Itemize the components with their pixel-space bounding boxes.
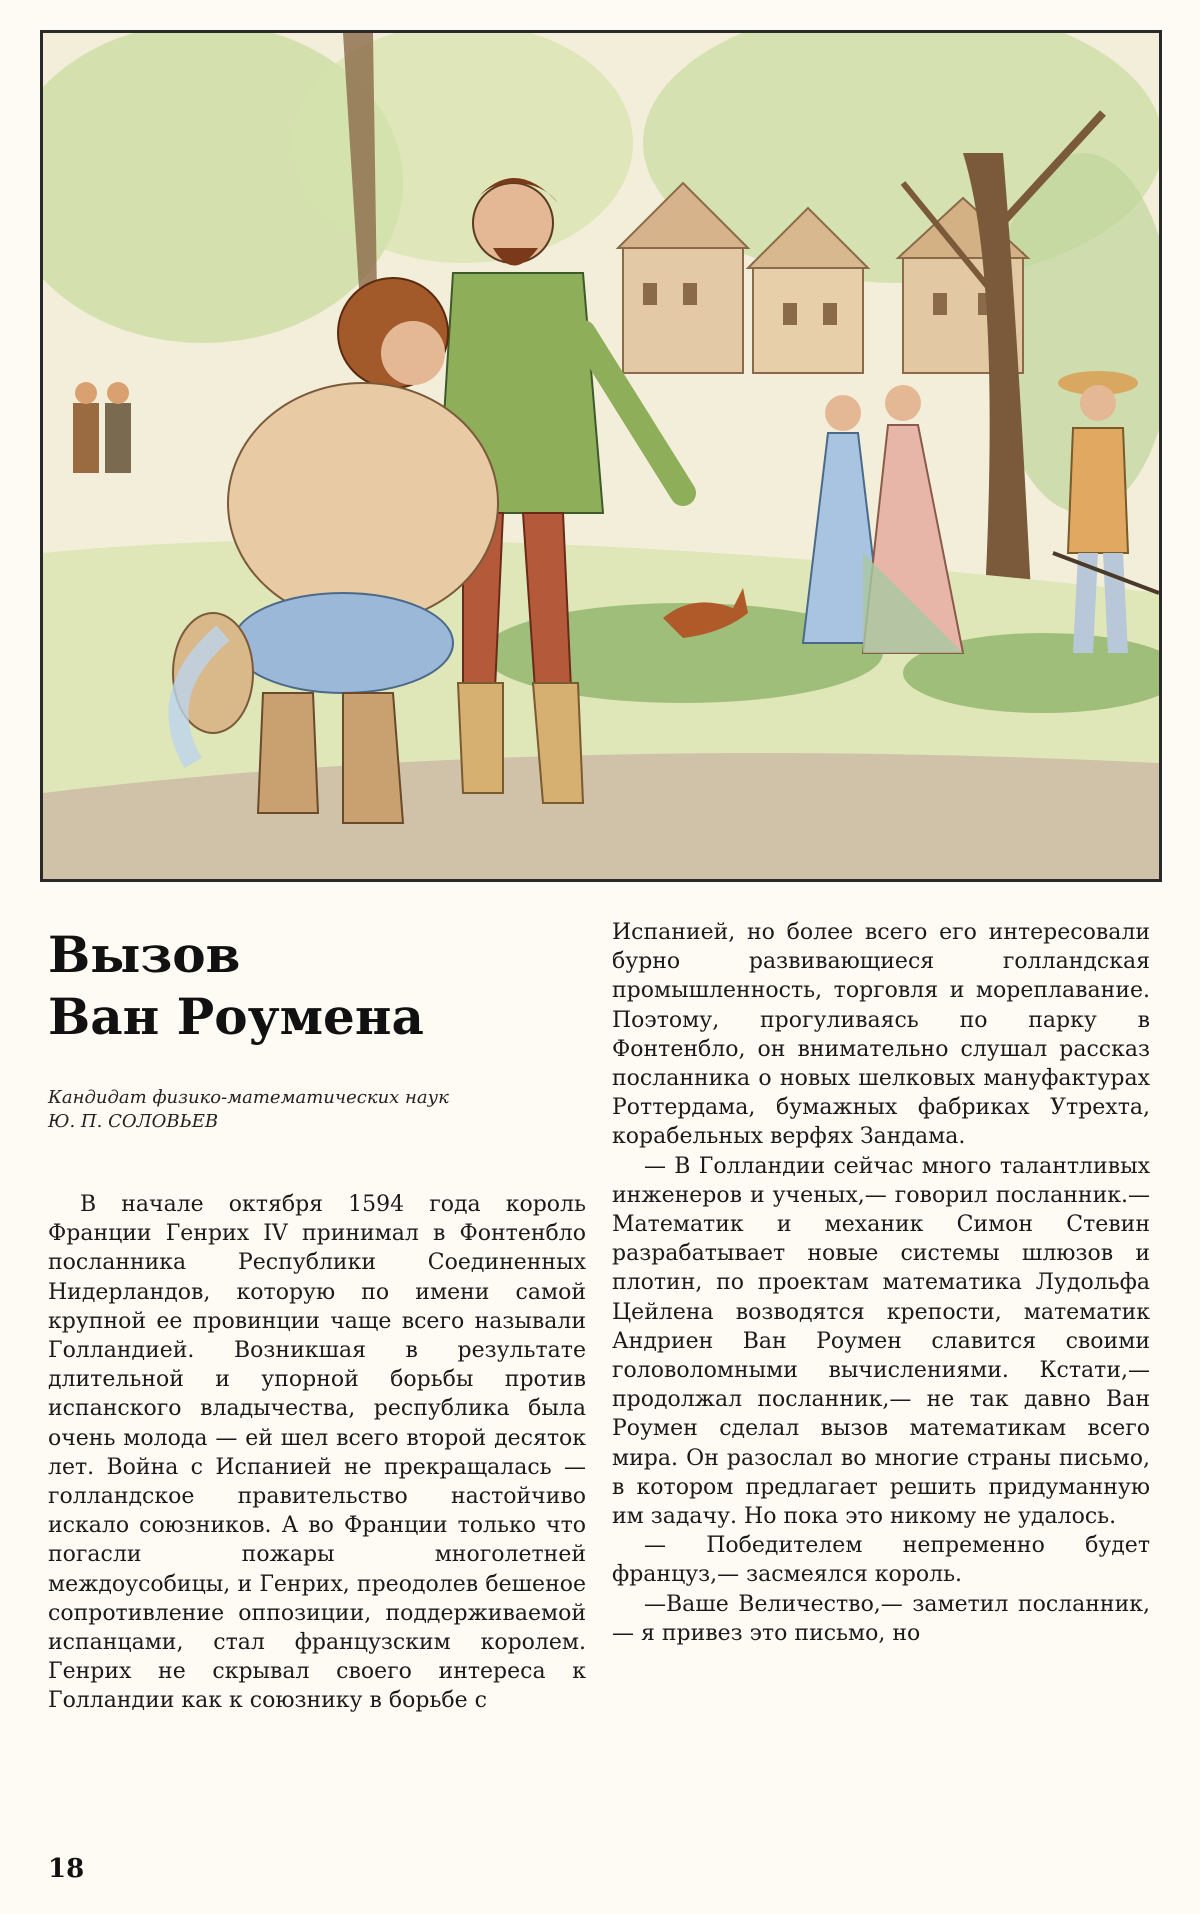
- page-number: 18: [48, 1854, 85, 1884]
- body-column-left: [48, 1190, 586, 1716]
- paragraph: — В Голландии сейчас много талантливых инженеров и ученых,— говорил посланник.— Математик и механик Симон Стевин разрабатывает новые системы шлюзов и плотин, по проектам математика Лудольфа Цейлена возводятся крепости, математик Андриен Ван Роумен славится своими головоломными вычислениями. Кстати,— продолжал посланник,— не так давно Ван Роумен сделал вызов математикам всего мира. Он разослал во многие страны письмо, в котором предлагает решить придуманную им задачу. Но пока это никому не удалось.: [612, 1153, 1150, 1530]
- foliage-center: [293, 33, 633, 263]
- paragraph: —Ваше Величество,— заметил посланник,— я привез это письмо, но: [612, 1591, 1150, 1646]
- park-illustration: [40, 30, 1162, 882]
- illustration-park-scene: [43, 33, 1159, 879]
- paragraph: — Победителем непременно будет француз,— засмеялся король.: [612, 1533, 1150, 1588]
- article-title: [48, 924, 424, 1048]
- author-name: Ю. П. СОЛОВЬЕВ: [48, 1111, 219, 1132]
- article-title-line-2: Ван Роумена: [48, 987, 424, 1046]
- article-title-line-1: Вызов: [48, 925, 241, 984]
- author-credential: Кандидат физико-математических наук: [48, 1087, 449, 1108]
- author-byline: [48, 1086, 449, 1134]
- paragraph: Испанией, но более всего его интересовали бурно развивающиеся голландская промышленность, торговля и мореплавание. Поэтому, прогуливаясь по парку в Фонтенбло, он внимательно слушал рассказ посланника о новых шелковых мануфактурах Роттердама, бумажных фабриках Утрехта, корабельных верфях Зандама.: [612, 920, 1150, 1150]
- body-column-right: [612, 918, 1150, 1648]
- paragraph: В начале октября 1594 года король Франции Генрих IV принимал в Фонтенбло посланника Республики Соединенных Нидерландов, которую по имени самой крупной ее провинции чаще всего называли Голландией. Возникшая в результате длительной и упорной борьбы против испанского владычества, республика была очень молода — ей шел всего второй десяток лет. Война с Испанией не прекращалась — голландское правительство настойчиво искало союзников. А во Франции только что погасли пожары многолетней междоусобицы, и Генрих, преодолев бешеное сопротивление оппозиции, поддерживаемой испанцами, стал французским королем. Генрих не скрывал своего интереса к Голландии как к союзнику в борьбе с: [48, 1192, 586, 1714]
